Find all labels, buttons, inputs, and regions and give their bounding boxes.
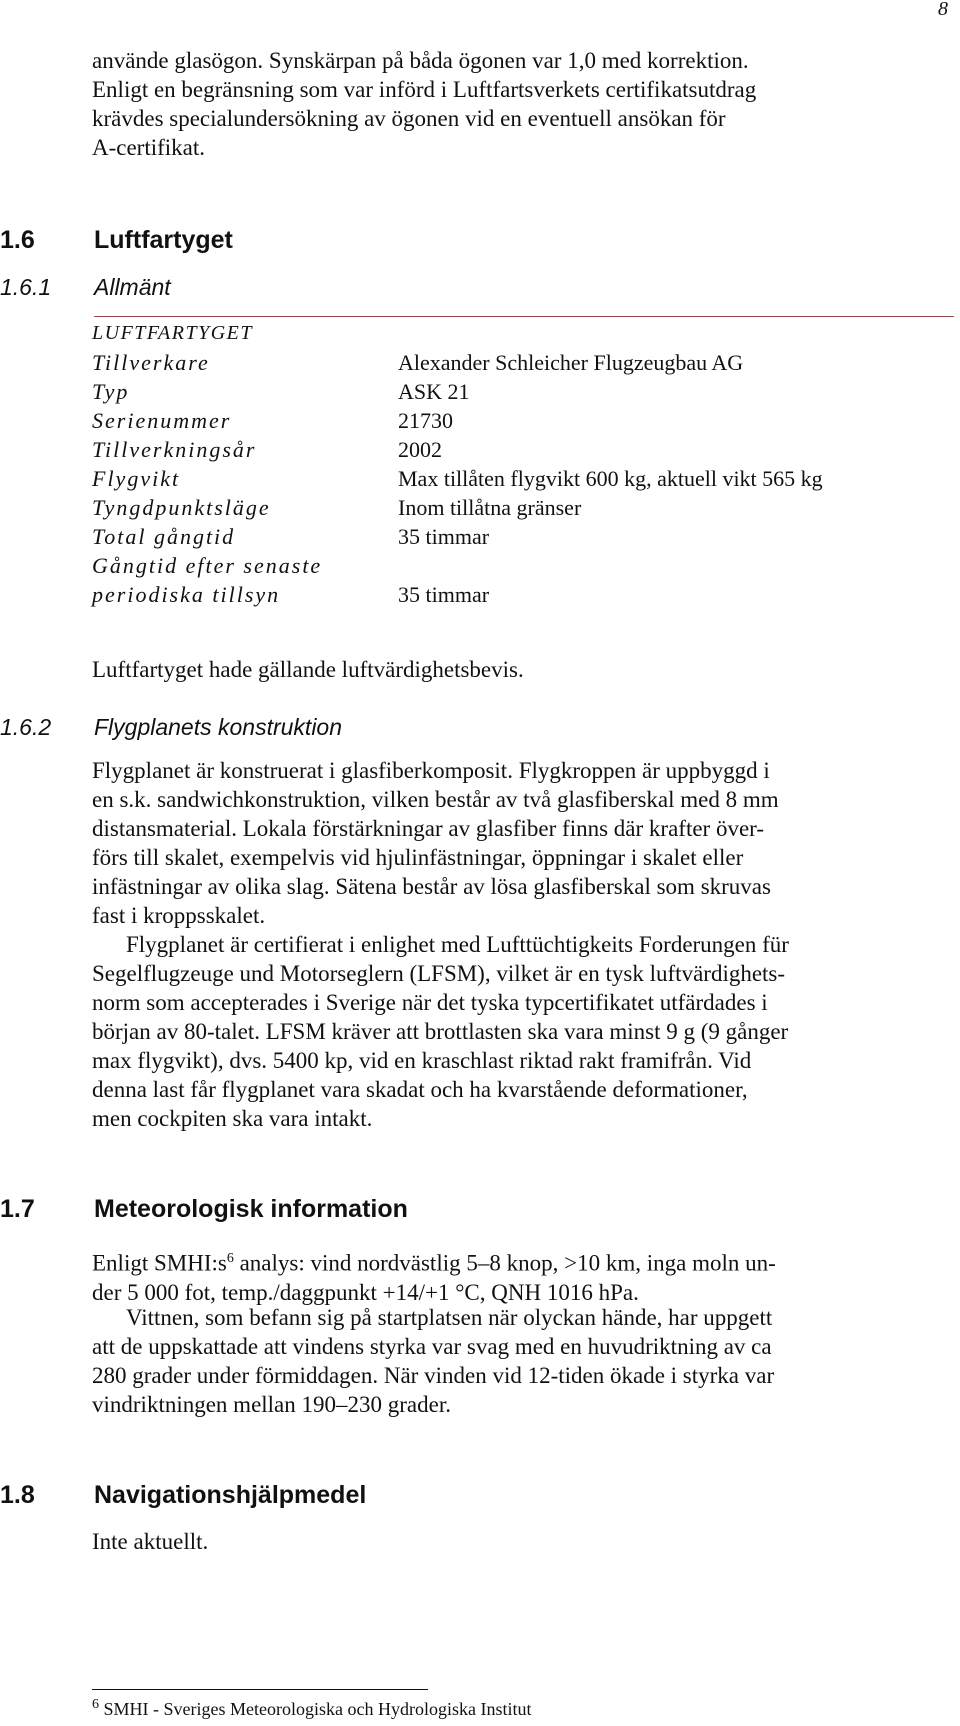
footnote-text: SMHI - Sveriges Meteorologiska och Hydrologiska Institut [99, 1699, 532, 1719]
table-row-value: 35 timmar [398, 524, 490, 549]
section-1-6-1-title: Allmänt [94, 274, 171, 300]
page-number: 8 [938, 0, 948, 20]
paragraph-line: början av 80-talet. LFSM kräver att brottlasten ska vara minst 9 g (9 gånger [92, 1019, 789, 1044]
section-1-7-title: Meteorologisk information [94, 1195, 408, 1223]
footnote-separator [92, 1689, 428, 1690]
section-1-8-title: Navigationshjälpmedel [94, 1481, 367, 1509]
table-row-value: 2002 [398, 437, 442, 462]
table-row-value: 21730 [398, 408, 453, 433]
table-row-label: Tyngdpunktsläge [92, 495, 271, 520]
intro-paragraph [92, 46, 958, 162]
footnote [92, 1697, 531, 1720]
construction-paragraph-2 [92, 930, 958, 1133]
footnote-ref: 6 [226, 1251, 234, 1266]
navigation-text: Inte aktuellt. [92, 1529, 209, 1554]
footnote-number: 6 [92, 1697, 99, 1712]
paragraph-line: max flygvikt), dvs. 5400 kp, vid en kraschlast riktad rakt framifrån. Vid [92, 1048, 752, 1073]
intro-line: A-certifikat. [92, 135, 206, 160]
intro-line: använde glasögon. Synskärpan på båda ögonen var 1,0 med korrektion. [92, 48, 749, 73]
paragraph-line: vindriktningen mellan 190–230 grader. [92, 1392, 451, 1417]
paragraph-line: der 5 000 fot, temp./daggpunkt +14/+1 °C, QNH 1016 hPa. [92, 1279, 639, 1305]
paragraph-line: distansmaterial. Lokala förstärkningar av glasfiber finns där krafter över- [92, 816, 765, 841]
table-row-label: Flygvikt [92, 466, 181, 491]
paragraph-line [92, 1244, 958, 1278]
table-row-value: 35 timmar [398, 582, 490, 607]
smhi-text: Enligt SMHI:s [92, 1250, 227, 1276]
paragraph-line: fast i kroppsskalet. [92, 903, 266, 928]
construction-paragraph-1 [92, 756, 958, 930]
table-row-label: Typ [92, 379, 130, 404]
intro-line: Enligt en begränsning som var införd i Luftfartsverkets certifikatsutdrag [92, 77, 757, 102]
table-row-value: Max tillåten flygvikt 600 kg, aktuell vikt 565 kg [398, 466, 823, 491]
section-1-6-number: 1.6 [0, 226, 35, 254]
table-row-value: Inom tillåtna gränser [398, 495, 582, 520]
intro-line: krävdes specialundersökning av ögonen vid en eventuell ansökan för [92, 106, 726, 131]
paragraph-line: denna last får flygplanet vara skadat och ha kvarstående deformationer, [92, 1077, 748, 1102]
weather-paragraph-2 [92, 1303, 958, 1419]
weather-text: analys: vind nordvästlig 5–8 knop, >10 km, inga moln un- [233, 1250, 776, 1276]
paragraph-line: men cockpiten ska vara intakt. [92, 1106, 373, 1131]
section-1-6-title: Luftfartyget [94, 226, 233, 254]
table-row-label: Tillverkare [92, 350, 210, 375]
table-row-label: Serienummer [92, 408, 232, 433]
section-1-6-2-title: Flygplanets konstruktion [94, 714, 343, 740]
section-1-6-1-number: 1.6.1 [0, 274, 52, 300]
paragraph-line: att de uppskattade att vindens styrka var svag med en huvudriktning av ca [92, 1334, 772, 1359]
airworthiness-note: Luftfartyget hade gällande luftvärdighetsbevis. [92, 657, 524, 682]
weather-paragraph-1 [92, 1244, 958, 1307]
paragraph-line: infästningar av olika slag. Sätena består av lösa glasfiberskal som skruvas [92, 874, 771, 899]
paragraph-line: 280 grader under förmiddagen. När vinden vid 12-tiden ökade i styrka var [92, 1363, 775, 1388]
section-1-6-2-number: 1.6.2 [0, 714, 52, 740]
table-row-label: Total gångtid [92, 524, 236, 549]
paragraph-line: en s.k. sandwichkonstruktion, vilken består av två glasfiberskal med 8 mm [92, 787, 779, 812]
paragraph-line: Flygplanet är certifierat i enlighet med Lufttüchtigkeits Forderungen für [126, 932, 789, 957]
paragraph-line: Flygplanet är konstruerat i glasfiberkomposit. Flygkroppen är uppbyggd i [92, 758, 770, 783]
table-header: LUFTFARTYGET [92, 322, 254, 344]
section-1-7-number: 1.7 [0, 1195, 35, 1223]
paragraph-line: norm som accepterades i Sverige när det tyska typcertifikatet utfärdades i [92, 990, 768, 1015]
paragraph-line: Segelflugzeuge und Motorseglern (LFSM), vilket är en tysk luftvärdighets- [92, 961, 786, 986]
table-row-value: Alexander Schleicher Flugzeugbau AG [398, 350, 744, 375]
section-1-8-number: 1.8 [0, 1481, 35, 1509]
table-row-value: ASK 21 [398, 379, 470, 404]
table-row-label: periodiska tillsyn [92, 582, 281, 607]
paragraph-line: förs till skalet, exempelvis vid hjulinfästningar, öppningar i skalet eller [92, 845, 744, 870]
table-row-label: Gångtid efter senaste [92, 553, 323, 578]
table-top-rule [94, 316, 954, 317]
table-row-label: Tillverkningsår [92, 437, 257, 462]
paragraph-line: Vittnen, som befann sig på startplatsen när olyckan hände, har uppgett [126, 1305, 773, 1330]
